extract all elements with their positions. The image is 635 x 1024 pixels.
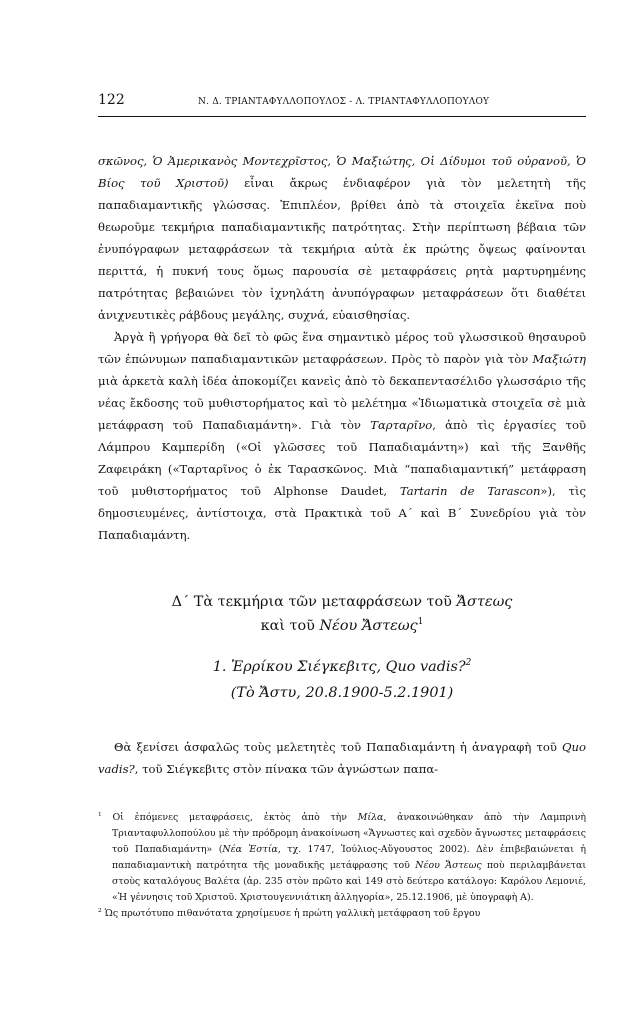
p2-a: Ἀργὰ ἢ γρήγορα θὰ δεῖ τὸ φῶς ἕνα σημαντικὸ μέρος τοῦ γλωσσικοῦ θησαυροῦ τῶν ἐπώνυμων παπαδιαμαντικῶν μεταφράσεων. Πρὸς τὸ παρὸν γιὰ τὸν [98, 330, 586, 366]
section-l2-a: καὶ τοῦ [260, 618, 320, 634]
p3-c: , τοῦ Σιέγκεβιτς στὸν πίνακα τῶν ἀγνώστων παπα- [134, 762, 439, 776]
fn1-e: , τχ. 1747, Ἰούλιος-Αὔγουστος 2002). Δὲν ἐπιβεβαιώνεται ἡ παπαδιαμαντικὴ πατρότητα τῆς μοναδικῆς μετάφρασης τοῦ [112, 844, 586, 871]
footnote-1-number: 1 [98, 811, 102, 818]
footnote-2 [98, 906, 586, 922]
paragraph-1-text: εἶναι ἄκρως ἐνδιαφέρον γιὰ τὸν μελετητὴ τῆς παπαδιαμαντικῆς γλώσσας. Ἐπιπλέον, βρίθει ἀπὸ τὰ στοιχεῖα ἐκεῖνα ποὺ θεωροῦμε τεκμήρια παπαδιαμαντικῆς πατρότητας. Στὴν περίπτωση βέβαια τῶν ἐνυπόγραφων μεταφράσεων τὰ τεκμήρια αὐτὰ ἐκ πρώτης ὄψεως φαίνονται περιττά, ἡ πυκνή τους ὅμως παρουσία σὲ μεταφράσεις ρητὰ μαρτυρημένης πατρότητας βεβαιώνει τὸν ἰχνηλάτη ἀνυπόγραφων μεταφράσεων ὅτι διαθέτει ἀνιχνευτικὲς ράβδους μεγάλης, συχνά, εὐαισθησίας. [98, 176, 586, 322]
body-text-top [98, 150, 586, 546]
p2-f: Tartarin de Tarascon [399, 484, 541, 498]
footnote-ref-2: 2 [465, 658, 472, 669]
section-heading [98, 590, 586, 638]
fn1-a: Οἱ ἑπόμενες μεταφράσεις, ἐκτὸς ἀπὸ τὴν [101, 812, 358, 823]
fn1-g: ποὺ περιλαμβάνεται στοὺς καταλόγους Βαλέτα (ἀρ. 235 στὸν πρῶτο καὶ 149 στὸ δεύτερο κατάλογο: Καρόλου Λεμονιέ, «Ἡ γέννησις τοῦ Χριστοῦ. Χριστουγεννιάτικη ἀλληγορία», 25.12.1906, μὲ ὑπογραφὴ Α). [112, 860, 586, 903]
p3-a: Θὰ ξενίσει ἀσφαλῶς τοὺς μελετητὲς τοῦ Παπαδιαμάντη ἡ ἀναγραφὴ τοῦ [114, 740, 563, 754]
fn1-d: Νέα Ἑστία [222, 844, 278, 855]
fn1-f: Νέου Ἄστεως [415, 860, 482, 871]
p2-g: »), τὶς δημοσιευμένες, ἀντίστοιχα, στὰ Πρακτικὰ τοῦ Α΄ καὶ Β΄ Συνεδρίου γιὰ τὸν Παπαδιαμάντη. [98, 484, 586, 542]
paragraph-1 [98, 150, 586, 326]
p2-c: μιὰ ἀρκετὰ καλὴ ἰδέα ἀποκομίζει κανεὶς ἀπὸ τὸ δεκαπεντασέλιδο γλωσσάριο τῆς νέας ἔκδοσης τοῦ μυθιστορήματος καὶ τὸ μελέτημα «Ἰδιωματικὰ στοιχεῖα σὲ μιὰ μετάφραση τοῦ Παπαδιαμάντη». Γιὰ τὸν [98, 374, 586, 432]
footnote-2-number: 2 [98, 907, 102, 914]
section-l1-b: Ἄστεως [456, 594, 513, 610]
subsection-l1: 1. Ἐρρίκου Σιέγκεβιτς, Quo vadis? [212, 659, 466, 675]
subsection-heading [98, 654, 586, 706]
fn1-c: , ἀνακοινώθηκαν ἀπὸ τὴν Λαμπρινὴ Τριανταφυλλοπούλου μὲ τὴν πρόδρομη ἀνακοίνωση «Ἄγνωστες καὶ σχεδὸν ἄγνωστες μεταφράσεις τοῦ Παπαδιαμάντη» ( [112, 812, 587, 855]
section-l1-a: Δ΄ Τὰ τεκμήρια τῶν μεταφράσεων τοῦ [171, 594, 457, 610]
subsection-heading-line-1 [98, 654, 586, 680]
p2-d: Ταρταρῖνο [370, 418, 433, 432]
page-number: 122 [98, 92, 125, 108]
titles-italic: σκῶνος, Ὁ Ἀμερικανὸς Μοντεχρῖστος, Ὁ Μαξιώτης, Οἱ Δίδυμοι τοῦ οὐρανοῦ, Ὁ Βίος τοῦ Χριστοῦ) [98, 154, 586, 190]
footnote-1 [98, 810, 586, 906]
p2-b: Μαξιώτη [532, 352, 586, 366]
section-l2-b: Νέου Ἄστεως [319, 618, 418, 634]
p3-b: Quo vadis? [98, 740, 586, 776]
section-heading-line-1 [98, 590, 586, 614]
section-heading-line-2 [98, 614, 586, 638]
footnotes [98, 810, 586, 922]
paragraph-2 [98, 326, 586, 546]
running-head: Ν. Δ. ΤΡΙΑΝΤΑΦΥΛΛΟΠΟΥΛΟΣ - Λ. ΤΡΙΑΝΤΑΦΥΛΛΟΠΟΥΛΟΥ [198, 97, 490, 107]
header-rule [98, 116, 586, 117]
fn1-b: Μίλα [357, 812, 384, 823]
fn2-text: Ὡς πρωτότυπο πιθανότατα χρησίμευσε ἡ πρώτη γαλλικὴ μετάφραση τοῦ ἔργου [101, 908, 481, 919]
body-text-bottom [98, 736, 586, 780]
subsection-heading-line-2: (Τὸ Ἄστυ, 20.8.1900-5.2.1901) [230, 685, 454, 701]
paragraph-3 [98, 736, 586, 780]
p2-e: , ἀπὸ τὶς ἐργασίες τοῦ Λάμπρου Καμπερίδη («Οἱ γλῶσσες τοῦ Παπαδιαμάντη») καὶ τῆς Ξανθῆς Ζαφειράκη («Ταρταρῖνος ὁ ἐκ Ταρασκῶνος. Μιὰ “παπαδιαμαντική” μετάφραση τοῦ μυθιστορήματος τοῦ Alphonse Daudet, [98, 418, 586, 498]
footnote-ref-1: 1 [417, 617, 424, 628]
